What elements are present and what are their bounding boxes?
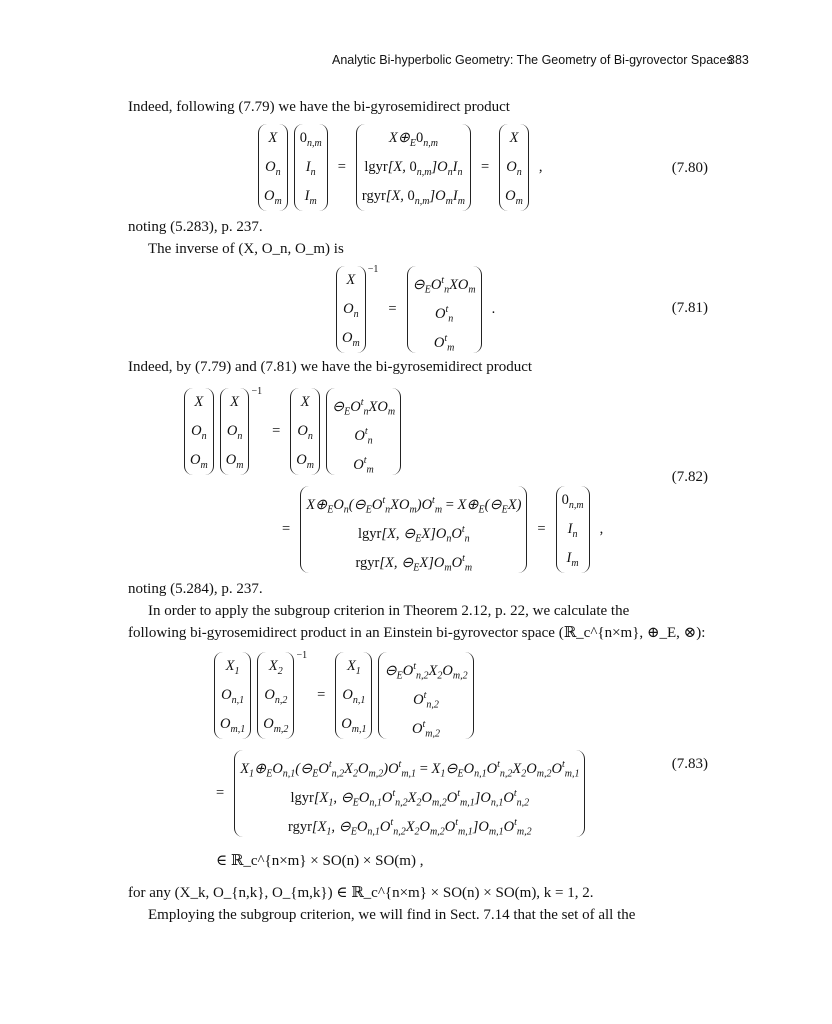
equation-number-7-81: (7.81) <box>671 300 708 316</box>
equation-7-82-line-2: = $X\oplus_EO_n(⊖_EO^t_nXO_m)O^t_m$ = $X\oplus_E(⊖_EX)$ lgyr[X, $⊖_EX]O_nO^t_n$ rgyr[X, $⊖_EX]O_mO^t_m$ = $0_{n,m}$ $I_n$ $I_m$ , <box>278 486 607 573</box>
paragraph-6b: following bi-gyrosemidirect product in an Einstein bi-gyrovector space (ℝ_c^{n×m}, ⊕_E, ⊗): <box>128 625 706 641</box>
page-number: 383 <box>728 53 749 67</box>
paragraph-4: Indeed, by (7.79) and (7.81) we have the bi-gyrosemidirect product <box>128 359 533 375</box>
equation-7-81: X $O_n$ $O_m$ $^{-1}$ = $⊖_EO^t_nXO_m$ $O^t_n$ $O^t_m$ . <box>336 266 499 353</box>
running-title: Analytic Bi-hyperbolic Geometry: The Geometry of Bi-gyrovector Spaces <box>332 53 733 67</box>
equation-7-83-line-1: $X_1$ $O_{n,1}$ $O_{m,1}$ $X_2$ $O_{n,2}$ $O_{m,2}$ $^{-1}$ = $X_1$ $O_{n,1}$ $O_{m,1}$ $⊖_EO^t_{n,2}X_2O_{m,2}$ $O^t_{n,2}$ $O^t_{m,2}$ <box>214 652 474 739</box>
paragraph-5: noting (5.284), p. 237. <box>128 581 263 597</box>
paragraph-7: ∈ ℝ_c^{n×m} × SO(n) × SO(m) , <box>216 853 424 869</box>
equation-7-83-line-2: = $X_1\oplus_EO_{n,1}(⊖_EO^t_{n,2}X_2O_{m,2})O^t_{m,1}$ = $X_1⊖_EO_{n,1}O^t_{n,2}X_2O_{m,2}O^t_{m,1}$ $lgyr[X_1$, $⊖_EO_{n,1}O^t_{n,2}X_2O_{m,2}O^t_{m,1}]O_{n,1}O^t_{n,2}$ $rgyr[X_1$, $⊖_EO_{n,1}O^t_{n,2}X_2O_{m,2}O^t_{m,1}]O_{m,1}O^t_{m,2}$ <box>212 750 585 837</box>
paragraph-9: Employing the subgroup criterion, we will find in Sect. 7.14 that the set of all the <box>148 907 636 923</box>
paragraph-2: noting (5.283), p. 237. <box>128 219 263 235</box>
paragraph-6a: In order to apply the subgroup criterion in Theorem 2.12, p. 22, we calculate the <box>148 603 630 619</box>
paragraph-8: for any (X_k, O_{n,k}, O_{m,k}) ∈ ℝ_c^{n×m} × SO(n) × SO(m), k = 1, 2. <box>128 885 594 901</box>
equation-number-7-83: (7.83) <box>671 756 708 772</box>
equation-7-82-line-1: X $O_n$ $O_m$ X $O_n$ $O_m$ $^{-1}$ = X $O_n$ $O_m$ $⊖_EO^t_nXO_m$ $O^t_n$ $O^t_m$ <box>184 388 401 475</box>
paragraph-1: Indeed, following (7.79) we have the bi-gyrosemidirect product <box>128 99 510 115</box>
paragraph-3: The inverse of (X, O_n, O_m) is <box>148 241 344 257</box>
equation-7-80: X $O_n$ $O_m$ $0_{n,m}$ $I_n$ $I_m$ = $X\oplus_E0_{n,m}$ lgyr[X, $0_{n,m}]O_nI_n$ rgyr[X, $0_{n,m}]O_mI_m$ = X $O_n$ $O_m$ , <box>258 124 547 211</box>
equation-number-7-82: (7.82) <box>671 469 708 485</box>
equation-number-7-80: (7.80) <box>671 160 708 176</box>
